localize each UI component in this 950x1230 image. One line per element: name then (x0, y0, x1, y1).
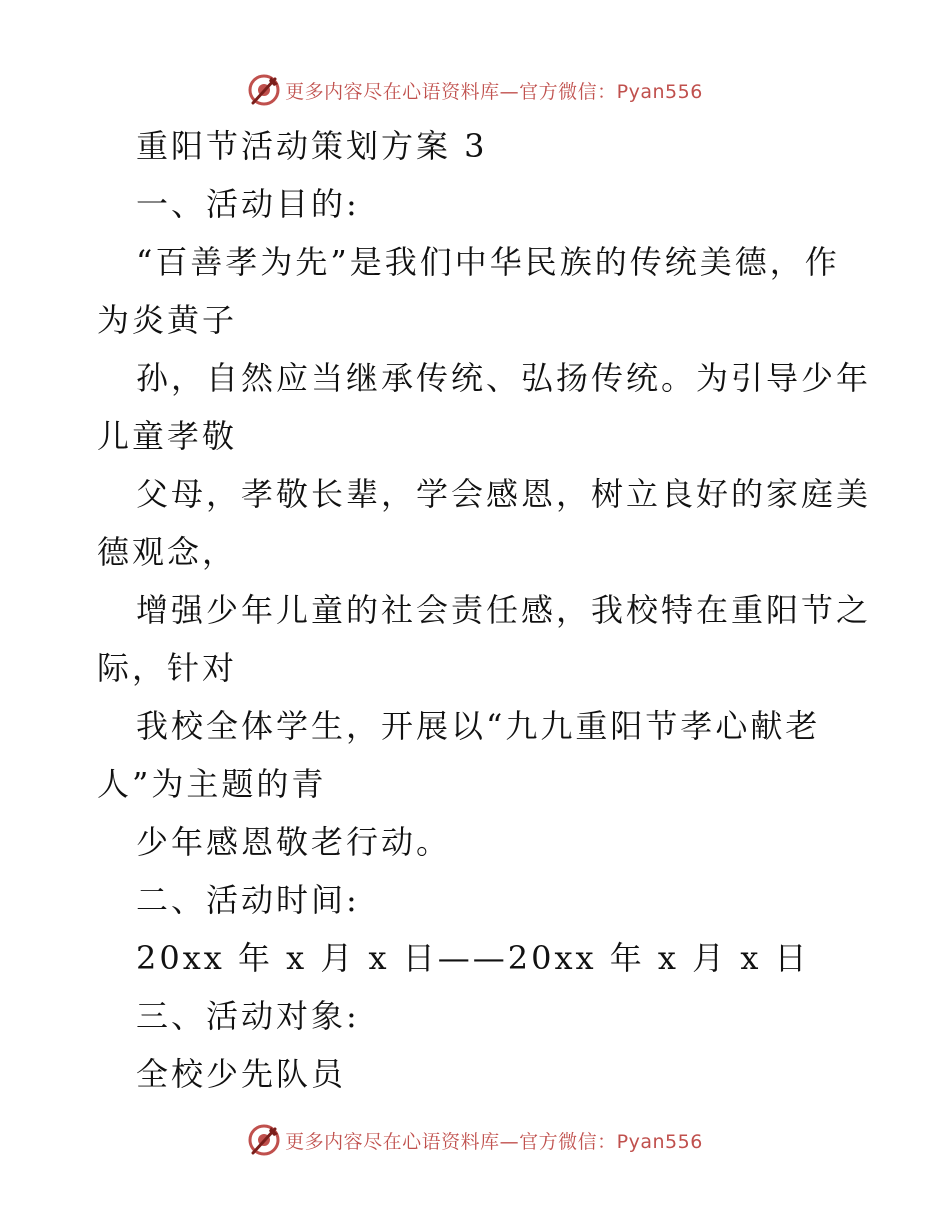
doc-line: 20xx 年 x 月 x 日——20xx 年 x 月 x 日 (136, 939, 810, 977)
banner-text: 更多内容尽在心语资料库—官方微信：Pyan556 (285, 80, 703, 103)
document-title: 重阳节活动策划方案 3 (136, 127, 488, 165)
pen-seal-logo-icon (247, 73, 281, 107)
doc-line: 少年感恩敬老行动。 (136, 823, 452, 861)
doc-line: 我校全体学生，开展以“九九重阳节孝心献老 (136, 707, 821, 745)
doc-line: 为炎黄子 (97, 301, 238, 339)
footer-banner (0, 1120, 950, 1160)
doc-line: 儿童孝敬 (97, 417, 238, 455)
doc-line: 全校少先队员 (136, 1055, 347, 1093)
doc-line: 际，针对 (97, 649, 238, 687)
doc-line: 父母，孝敬长辈，学会感恩，树立良好的家庭美 (136, 475, 872, 513)
banner-text: 更多内容尽在心语资料库—官方微信：Pyan556 (285, 1130, 703, 1153)
header-banner (0, 70, 950, 110)
doc-line: “百善孝为先”是我们中华民族的传统美德，作 (136, 243, 840, 281)
doc-line: 一、活动目的: (136, 185, 360, 223)
doc-line: 德观念， (97, 533, 238, 571)
doc-line: 孙，自然应当继承传统、弘扬传统。为引导少年 (136, 359, 872, 397)
doc-line: 人”为主题的青 (97, 765, 327, 803)
pen-seal-logo-icon (247, 1123, 281, 1157)
section-heading: 三、活动对象: (136, 997, 360, 1035)
doc-line: 增强少年儿童的社会责任感，我校特在重阳节之 (136, 591, 872, 629)
section-heading: 二、活动时间: (136, 881, 360, 919)
